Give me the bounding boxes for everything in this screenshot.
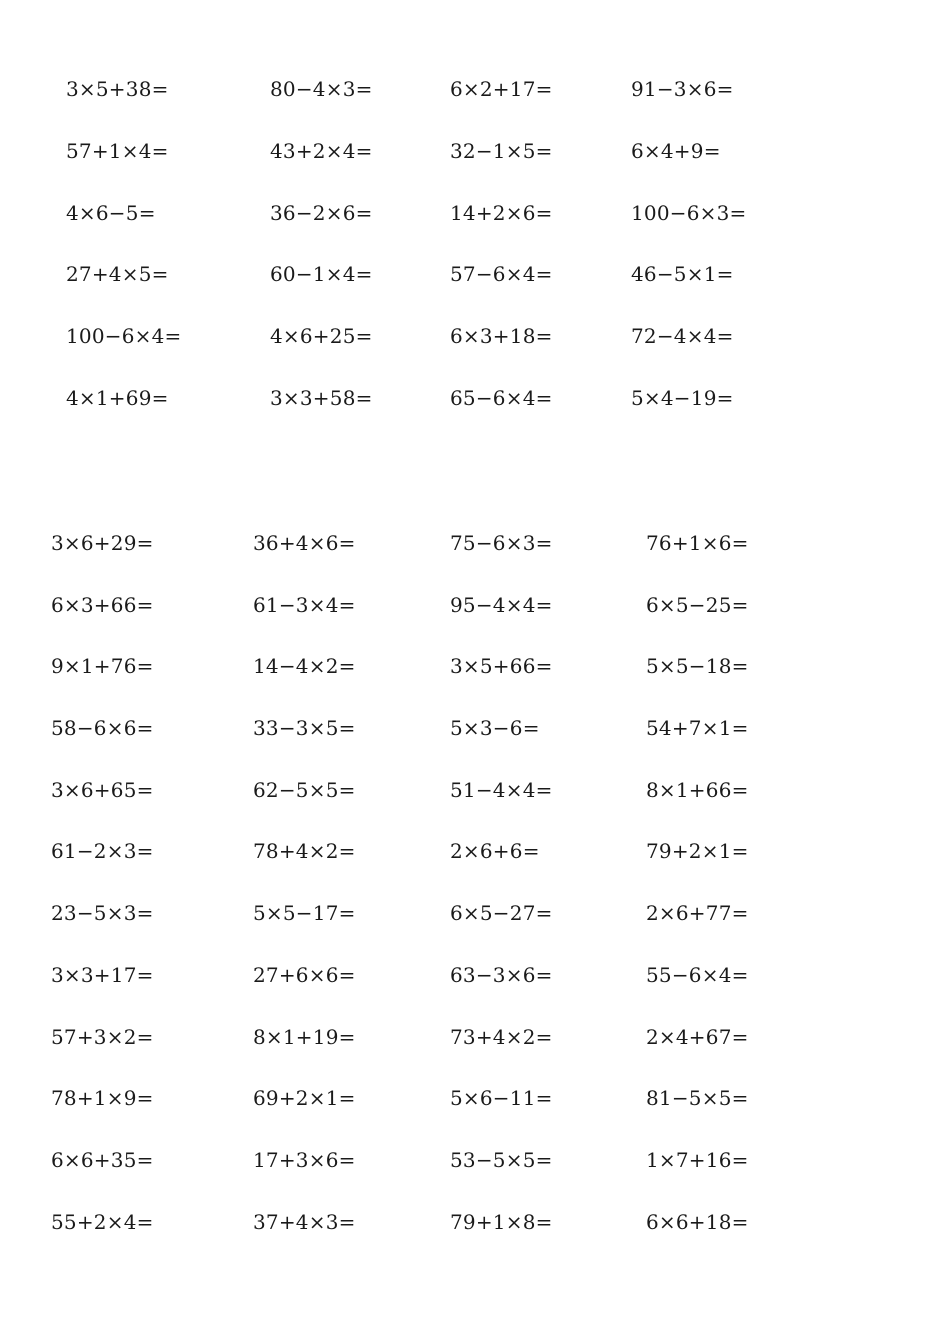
problem-row bbox=[0, 1145, 950, 1175]
math-problem: 91−3×6= bbox=[631, 77, 734, 101]
math-problem: 14−4×2= bbox=[253, 654, 356, 678]
math-problem: 72−4×4= bbox=[631, 324, 734, 348]
math-problem: 6×4+9= bbox=[631, 139, 721, 163]
math-problem: 3×6+65= bbox=[51, 778, 154, 802]
math-problem: 57+1×4= bbox=[66, 139, 169, 163]
math-problem: 6×6+35= bbox=[51, 1148, 154, 1172]
math-problem: 61−3×4= bbox=[253, 593, 356, 617]
math-problem: 33−3×5= bbox=[253, 716, 356, 740]
math-problem: 4×1+69= bbox=[66, 386, 169, 410]
math-problem: 6×5−27= bbox=[450, 901, 553, 925]
math-problem: 6×3+18= bbox=[450, 324, 553, 348]
math-problem: 37+4×3= bbox=[253, 1210, 356, 1234]
problem-row bbox=[0, 651, 950, 681]
problem-row bbox=[0, 383, 950, 413]
math-problem: 3×5+38= bbox=[66, 77, 169, 101]
math-problem: 3×3+58= bbox=[270, 386, 373, 410]
problem-row bbox=[0, 960, 950, 990]
problem-row bbox=[0, 259, 950, 289]
math-problem: 62−5×5= bbox=[253, 778, 356, 802]
math-problem: 27+4×5= bbox=[66, 262, 169, 286]
problem-row bbox=[0, 898, 950, 928]
math-problem: 43+2×4= bbox=[270, 139, 373, 163]
math-problem: 14+2×6= bbox=[450, 201, 553, 225]
math-problem: 8×1+66= bbox=[646, 778, 749, 802]
problem-row bbox=[0, 1022, 950, 1052]
problem-row bbox=[0, 713, 950, 743]
math-problem: 3×6+29= bbox=[51, 531, 154, 555]
math-problem: 6×2+17= bbox=[450, 77, 553, 101]
math-problem: 17+3×6= bbox=[253, 1148, 356, 1172]
math-problem: 3×3+17= bbox=[51, 963, 154, 987]
math-problem: 36+4×6= bbox=[253, 531, 356, 555]
problem-row bbox=[0, 198, 950, 228]
problem-row bbox=[0, 74, 950, 104]
math-problem: 5×5−18= bbox=[646, 654, 749, 678]
math-problem: 9×1+76= bbox=[51, 654, 154, 678]
math-problem: 1×7+16= bbox=[646, 1148, 749, 1172]
math-problem: 5×6−11= bbox=[450, 1086, 553, 1110]
math-problem: 79+1×8= bbox=[450, 1210, 553, 1234]
problem-section-2 bbox=[0, 528, 950, 1248]
math-problem: 3×5+66= bbox=[450, 654, 553, 678]
problem-row bbox=[0, 528, 950, 558]
math-problem: 81−5×5= bbox=[646, 1086, 749, 1110]
math-problem: 76+1×6= bbox=[646, 531, 749, 555]
math-problem: 60−1×4= bbox=[270, 262, 373, 286]
math-problem: 5×3−6= bbox=[450, 716, 540, 740]
math-problem: 57−6×4= bbox=[450, 262, 553, 286]
math-problem: 51−4×4= bbox=[450, 778, 553, 802]
math-problem: 6×5−25= bbox=[646, 593, 749, 617]
math-problem: 46−5×1= bbox=[631, 262, 734, 286]
math-problem: 53−5×5= bbox=[450, 1148, 553, 1172]
math-problem: 4×6−5= bbox=[66, 201, 156, 225]
math-problem: 61−2×3= bbox=[51, 839, 154, 863]
math-problem: 2×6+6= bbox=[450, 839, 540, 863]
problem-section-1 bbox=[0, 74, 950, 414]
math-problem: 80−4×3= bbox=[270, 77, 373, 101]
math-problem: 100−6×4= bbox=[66, 324, 182, 348]
math-problem: 57+3×2= bbox=[51, 1025, 154, 1049]
math-problem: 73+4×2= bbox=[450, 1025, 553, 1049]
math-problem: 58−6×6= bbox=[51, 716, 154, 740]
problem-row bbox=[0, 590, 950, 620]
math-problem: 79+2×1= bbox=[646, 839, 749, 863]
math-problem: 54+7×1= bbox=[646, 716, 749, 740]
math-problem: 75−6×3= bbox=[450, 531, 553, 555]
math-problem: 55−6×4= bbox=[646, 963, 749, 987]
math-problem: 2×4+67= bbox=[646, 1025, 749, 1049]
math-problem: 32−1×5= bbox=[450, 139, 553, 163]
math-problem: 6×3+66= bbox=[51, 593, 154, 617]
math-problem: 27+6×6= bbox=[253, 963, 356, 987]
math-problem: 8×1+19= bbox=[253, 1025, 356, 1049]
math-problem: 23−5×3= bbox=[51, 901, 154, 925]
math-problem: 5×4−19= bbox=[631, 386, 734, 410]
math-problem: 5×5−17= bbox=[253, 901, 356, 925]
math-problem: 69+2×1= bbox=[253, 1086, 356, 1110]
math-problem: 65−6×4= bbox=[450, 386, 553, 410]
math-problem: 100−6×3= bbox=[631, 201, 747, 225]
math-problem: 36−2×6= bbox=[270, 201, 373, 225]
problem-row bbox=[0, 136, 950, 166]
problem-row bbox=[0, 1083, 950, 1113]
problem-row bbox=[0, 836, 950, 866]
problem-row bbox=[0, 1207, 950, 1237]
math-problem: 78+4×2= bbox=[253, 839, 356, 863]
math-problem: 95−4×4= bbox=[450, 593, 553, 617]
math-problem: 63−3×6= bbox=[450, 963, 553, 987]
math-problem: 55+2×4= bbox=[51, 1210, 154, 1234]
math-problem: 78+1×9= bbox=[51, 1086, 154, 1110]
math-problem: 4×6+25= bbox=[270, 324, 373, 348]
math-problem: 6×6+18= bbox=[646, 1210, 749, 1234]
problem-row bbox=[0, 775, 950, 805]
math-problem: 2×6+77= bbox=[646, 901, 749, 925]
problem-row bbox=[0, 321, 950, 351]
